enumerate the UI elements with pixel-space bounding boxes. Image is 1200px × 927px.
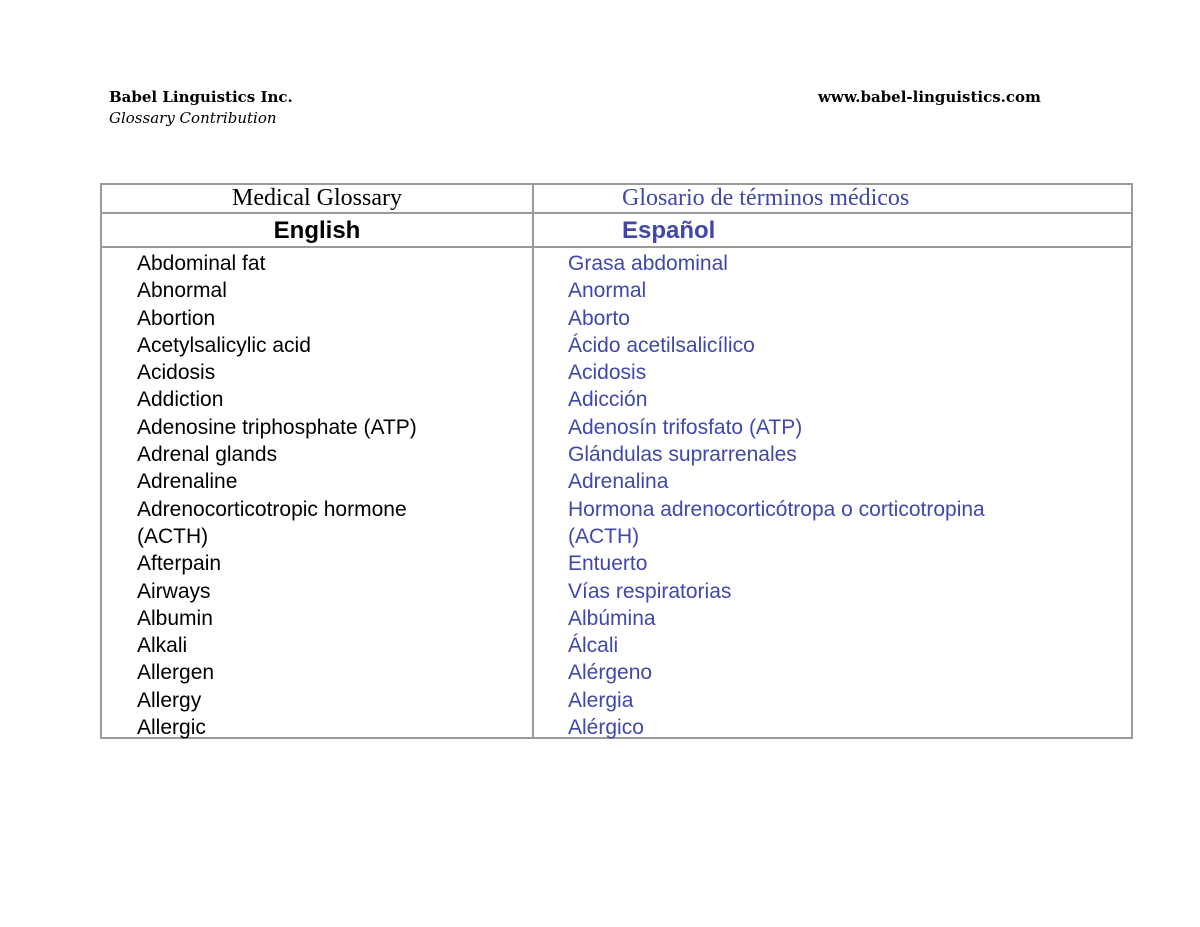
term-spanish: Acidosis: [568, 361, 647, 385]
term-english: Albumin: [137, 606, 213, 630]
term-spanish: Anormal: [568, 279, 647, 303]
term-english: Afterpain: [137, 552, 222, 576]
term-english: Airways: [137, 579, 211, 603]
term-spanish: Aborto: [568, 306, 630, 330]
term-spanish: Vías respiratorias: [568, 579, 732, 603]
term-english: Alkali: [137, 634, 188, 658]
title-spanish: Glosario de términos médicos: [622, 185, 910, 211]
term-english: Adenosine triphosphate (ATP): [137, 415, 417, 439]
term-spanish: (ACTH): [568, 524, 640, 548]
document-subtitle: Glossary Contribution: [109, 109, 277, 127]
term-spanish: Adenosín trifosfato (ATP): [568, 415, 803, 439]
website-url: www.babel-linguistics.com: [818, 88, 1041, 106]
term-spanish: Alérgeno: [568, 661, 653, 685]
term-spanish: Albúmina: [568, 606, 656, 630]
term-english: Acetylsalicylic acid: [137, 333, 311, 357]
term-spanish: Ácido acetilsalicílico: [568, 333, 755, 357]
column-header-spanish: Español: [622, 217, 716, 244]
term-english: Allergen: [137, 661, 215, 685]
term-english: Adrenocorticotropic hormone: [137, 497, 407, 521]
term-english: Allergy: [137, 688, 202, 712]
term-spanish: Hormona adrenocorticótropa o corticotropina: [568, 497, 985, 521]
term-spanish: Grasa abdominal: [568, 252, 728, 275]
term-english: Adrenaline: [137, 470, 238, 494]
english-terms-column: [137, 250, 417, 741]
column-divider: [532, 185, 534, 737]
term-english: (ACTH): [137, 524, 209, 548]
term-spanish: Alergia: [568, 688, 634, 712]
row-divider: [102, 212, 1131, 214]
term-spanish: Glándulas suprarrenales: [568, 443, 797, 467]
term-english: Allergic: [137, 716, 206, 740]
term-english: Abnormal: [137, 279, 227, 303]
company-name: Babel Linguistics Inc.: [109, 88, 293, 106]
term-spanish: Adicción: [568, 388, 648, 412]
term-english: Addiction: [137, 388, 224, 412]
title-english: Medical Glossary: [232, 185, 402, 211]
column-header-english: English: [273, 217, 361, 244]
term-spanish: Entuerto: [568, 552, 648, 576]
row-divider: [102, 246, 1131, 248]
term-spanish: Adrenalina: [568, 470, 669, 494]
spanish-terms-column: [568, 250, 985, 741]
term-spanish: Alérgico: [568, 716, 644, 740]
term-english: Acidosis: [137, 361, 216, 385]
term-english: Abdominal fat: [137, 252, 266, 275]
term-english: Adrenal glands: [137, 443, 278, 467]
term-spanish: Álcali: [568, 634, 619, 658]
glossary-table: [100, 183, 1133, 739]
term-english: Abortion: [137, 306, 216, 330]
